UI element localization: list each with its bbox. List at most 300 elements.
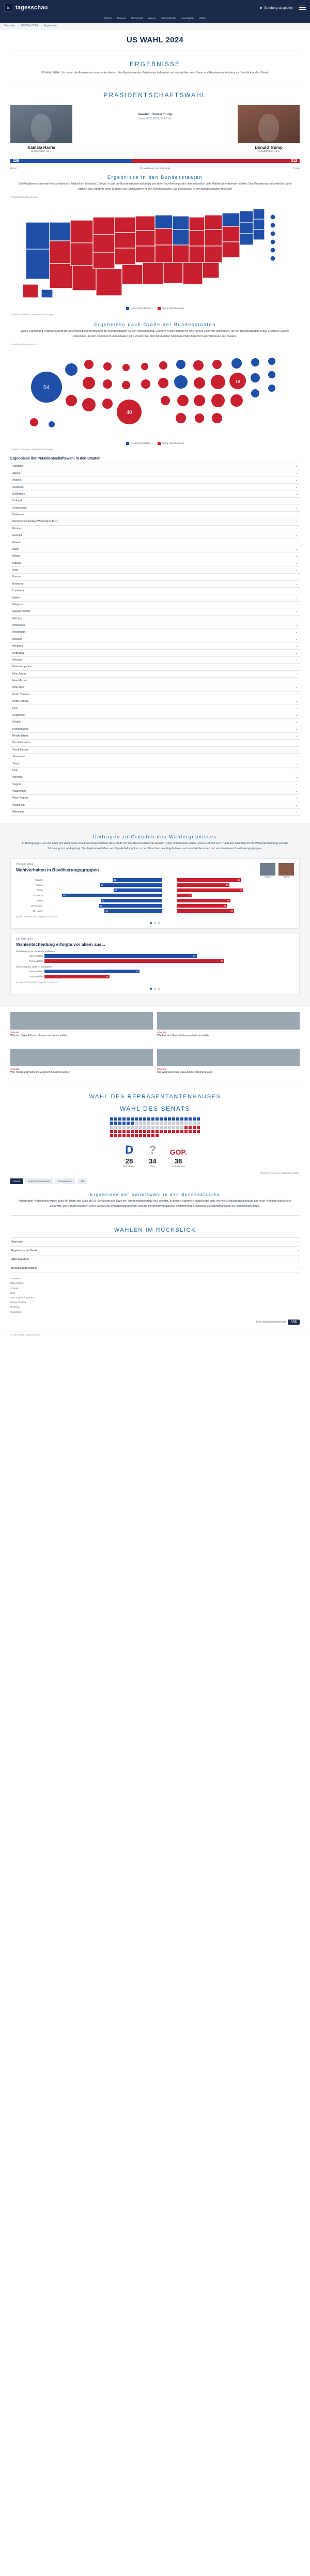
state-accordion-row[interactable] [10, 754, 300, 760]
state-accordion-row[interactable] [10, 498, 300, 504]
state-name: Delaware [12, 513, 24, 517]
motivation-bars-1 [16, 954, 294, 963]
seat-dot-open [114, 1126, 117, 1129]
legend-threshold: 270 Wahlleute zum Sieg nötig [139, 167, 171, 170]
state-name: Rhode Island [12, 734, 28, 738]
footer-link[interactable]: Datenschutz [10, 1282, 24, 1285]
seat-dot-open [143, 1122, 146, 1125]
overview-item-label: Startseite [11, 1240, 23, 1244]
seat-dot-open [131, 1126, 134, 1129]
headshot-label: Harris [265, 876, 271, 879]
seat-dot-open [151, 1126, 154, 1129]
poll-bar-harris [62, 894, 162, 897]
state-accordion-row[interactable] [10, 795, 300, 802]
bubble-heading: Ergebnisse nach Größe der Bundesstaaten [94, 322, 216, 328]
teaser-card[interactable] [157, 1049, 300, 1075]
carousel-dot-1[interactable] [150, 922, 152, 924]
state-accordion-row[interactable] [10, 470, 300, 477]
state-accordion-row[interactable] [10, 463, 300, 470]
state-name: Ohio [12, 707, 18, 710]
state-accordion-row[interactable] [10, 692, 300, 698]
footer-link[interactable]: Mediathek [10, 1310, 22, 1313]
svg-text:54: 54 [43, 385, 50, 391]
poll-value-harris: 41 [115, 889, 118, 892]
carousel-dot-1[interactable] [150, 988, 152, 990]
carousel-dot-3[interactable] [158, 988, 160, 990]
chevron-down-icon: ⌄ [295, 790, 298, 793]
state-name: District of Columbia (Washington D.C.) [12, 520, 58, 524]
divider [11, 1215, 299, 1216]
seat-dot-open [127, 1126, 130, 1129]
state-name: Maine [12, 596, 20, 600]
hamburger-menu-icon[interactable] [299, 6, 306, 10]
us-map-svg [0, 202, 310, 305]
chevron-down-icon: ⌄ [295, 582, 298, 586]
breadcrumb-sep-1: › [40, 24, 41, 27]
chevron-down-icon: ⌄ [295, 700, 298, 703]
chevron-down-icon: ⌄ [295, 631, 298, 634]
overview-item-label: ARD-Ergebnis [11, 1258, 29, 1262]
chevron-down-icon: ⌄ [295, 575, 298, 579]
seat-dot-democrat [164, 1117, 167, 1121]
poll-bar-trump [177, 904, 227, 908]
poll-card-groups [10, 858, 300, 929]
nav-item-5[interactable]: Investigativ [181, 17, 194, 20]
seat-dot-republican [110, 1134, 113, 1137]
state-name: Tennessee [12, 755, 26, 759]
seat-dot-republican [156, 1130, 159, 1133]
poll-group-row [16, 909, 294, 913]
state-name: South Dakota [12, 748, 29, 752]
polls-heading: Umfragen zu Gründen des Wahlergebnisses [93, 834, 217, 840]
state-accordion-row[interactable] [10, 712, 300, 719]
state-accordion-row[interactable] [10, 567, 300, 574]
chevron-down-icon: ⌄ [295, 810, 298, 814]
state-name: Texas [12, 762, 20, 765]
poll-value-trump: 46 [227, 899, 230, 902]
legend-rep-entry: Trump (Republikaner) [158, 442, 184, 445]
seat-dot-democrat [131, 1122, 134, 1125]
carousel-dots[interactable] [16, 919, 294, 924]
legend-dem-entry: Harris (Demokraten) [126, 307, 151, 310]
seat-dot-open [156, 1122, 159, 1125]
state-results-text: Die Präsidentschaftswahl entscheidet sich letztlich im Electoral College. In das die Bundesstaaten abhängig von ihrer Bevölkerungszahl unterschiedlich viele Wahlleute entsenden dürfen. Das Präsidentschaftswahl ist damit letztlich das Ergebnis einer Summe von Einzelwahlen in den Bundesstaaten. Die Ergebnisse in den Bundesstaaten im Detail: [18, 182, 292, 191]
senate-open [149, 1144, 156, 1168]
seat-dot-democrat [114, 1117, 117, 1121]
seat-dot-democrat [197, 1117, 200, 1121]
chevron-down-icon: ⌄ [295, 492, 298, 496]
candidate-party: Republikaner, 78 J. [257, 150, 280, 154]
state-accordion-row[interactable] [10, 643, 300, 650]
senate-heading: WAHL DES SENATS [119, 1105, 191, 1113]
breadcrumb-item-1[interactable]: US-Wahl 2024 [21, 24, 38, 27]
seat-dot-republican [189, 1126, 192, 1129]
seat-dot-democrat [131, 1117, 134, 1121]
chevron-down-icon: ⌄ [295, 471, 298, 475]
state-accordion-row[interactable] [10, 781, 300, 788]
state-accordion-row[interactable] [10, 657, 300, 664]
seat-dot-open [110, 1126, 113, 1129]
state-name: West Virginia [12, 796, 28, 800]
poll-bar-harris [114, 888, 162, 892]
harris-portrait-small [260, 863, 275, 879]
results-heading: ERGEBNISSE [129, 60, 181, 68]
state-accordion-row[interactable] [10, 518, 300, 525]
state-accordion-row[interactable] [10, 491, 300, 498]
state-accordion-row[interactable] [10, 768, 300, 774]
seat-dot-republican [139, 1134, 142, 1137]
breadcrumb-item-2: Ergebnisse [43, 24, 57, 27]
state-accordion-row[interactable] [10, 512, 300, 518]
seat-dot-democrat [118, 1122, 121, 1125]
breadcrumb-item-0[interactable]: Startseite [4, 24, 16, 27]
seat-dot-open [164, 1126, 167, 1129]
seat-dot-open [151, 1122, 154, 1125]
seat-dot-republican [193, 1130, 196, 1133]
poll-bar-harris [101, 899, 162, 902]
poll-group-row [16, 888, 294, 892]
state-accordion-row[interactable] [10, 532, 300, 539]
overview-list-item[interactable] [10, 1255, 300, 1264]
poll-value-trump: 13 [188, 894, 191, 897]
motivation-row [16, 970, 294, 973]
map-legend [0, 305, 310, 312]
polls-text: In Befragungen vor und nach der Wahl haben US-Forschungsinstitute die Gründe für das Abschneiden von Donald Trump und Kamala Harris untersucht und auch nach den Gründen für die Wahlentscheidung und die Stimmung im Land gefragt. Die Ergebnisse liefern wichtige Anhaltspunkte zu den Ursachen des Ergebnisses und zum Wähler·innen der verschiedenen Bevölkerungsgruppen. [22, 842, 288, 850]
nav-item-6[interactable]: Video [199, 17, 206, 20]
state-accordion-row[interactable] [10, 622, 300, 629]
harris-portrait [10, 105, 72, 143]
seat-dot-democrat [160, 1117, 163, 1121]
seat-dot-republican [172, 1130, 175, 1133]
state-accordion-row[interactable] [10, 560, 300, 567]
motivation-bars-2 [16, 970, 294, 978]
tagesschau-logo[interactable]: ts [4, 4, 12, 12]
state-accordion-row[interactable] [10, 650, 300, 656]
poll-value-harris: 53 [100, 884, 103, 887]
chevron-down-icon: ⌄ [295, 624, 298, 627]
senate-states-heading: Ergebnisse der Senatswahl in den Bundesstaaten [90, 1192, 220, 1198]
card-source: Quelle: AP VoteCast, Angaben in Prozent [16, 981, 58, 984]
state-name: New Jersey [12, 672, 27, 676]
card-headshots [260, 863, 294, 878]
seat-dot-republican [151, 1134, 154, 1137]
chevron-right-icon: › [298, 1267, 299, 1270]
state-name: Iowa [12, 569, 18, 572]
seat-dot-open [180, 1122, 183, 1125]
state-accordion-row[interactable] [10, 526, 300, 532]
state-name: Montana [12, 645, 23, 648]
seat-dot-open [160, 1126, 163, 1129]
nav-item-2[interactable]: Wirtschaft [131, 17, 143, 20]
chevron-down-icon: ⌄ [295, 555, 298, 558]
legend-rep-entry: Trump (Republikaner) [158, 307, 184, 310]
top-navigation-bar [0, 0, 310, 16]
results-intro-text: US-Wahl 2024 - So haben die Amerikaner·innen entschieden: alle Ergebnisse der Präsidentschaftswahl und der Wahlen zum Senat und Repräsentantenhaus im Überblick und im Detail. [41, 71, 269, 74]
state-accordion-row[interactable] [10, 539, 300, 546]
state-accordion-row[interactable] [10, 788, 300, 795]
state-accordion-row[interactable] [10, 747, 300, 754]
state-accordion-row[interactable] [10, 760, 300, 767]
state-accordion-row[interactable] [10, 774, 300, 781]
tab-gouverneure[interactable]: Gouverneure [55, 1178, 75, 1184]
footer-link[interactable]: Kontakt [10, 1286, 19, 1290]
svg-text:40: 40 [126, 410, 132, 416]
chevron-down-icon: ⌄ [295, 748, 298, 752]
nav-item-0[interactable]: Inland [104, 17, 112, 20]
state-accordion-row[interactable] [10, 629, 300, 636]
seat-dot-democrat [110, 1122, 113, 1125]
electoral-map[interactable] [0, 202, 310, 305]
seat-dot-republican [156, 1134, 159, 1137]
state-accordion-row[interactable] [10, 484, 300, 490]
poll-group-row [16, 894, 294, 897]
seat-dot-republican [168, 1130, 171, 1133]
seat-dot-democrat [147, 1117, 150, 1121]
seat-dot-open [135, 1122, 138, 1125]
state-name: South Carolina [12, 741, 30, 745]
seat-dot-republican [122, 1134, 126, 1137]
state-accordion-row[interactable] [10, 809, 300, 816]
poll-group-label: Frauen [36, 884, 43, 887]
state-accordion-row[interactable] [10, 588, 300, 594]
seat-dot-open [193, 1122, 196, 1125]
senate-seat-summary [0, 1141, 310, 1171]
state-accordion-row[interactable] [10, 802, 300, 809]
state-accordion-row[interactable] [10, 636, 300, 643]
carousel-dots[interactable] [16, 985, 294, 990]
tab-senat[interactable]: Senat [10, 1178, 23, 1184]
overview-list-item[interactable] [10, 1238, 300, 1247]
carousel-dot-2[interactable] [154, 922, 156, 924]
legend-rep: Trump [293, 167, 300, 170]
state-accordion-row[interactable] [10, 574, 300, 580]
group-bars [16, 878, 294, 913]
footer-link[interactable]: Impressum [10, 1277, 22, 1280]
electoral-bar-dem: 226 [10, 159, 132, 163]
state-accordion-row[interactable] [10, 602, 300, 608]
seat-dot-democrat [176, 1117, 179, 1121]
seat-dot-open [135, 1126, 138, 1129]
seat-dot-republican [143, 1134, 146, 1137]
seat-dot-democrat [180, 1117, 183, 1121]
seat-dot-open [176, 1126, 179, 1129]
state-name: Vermont [12, 776, 23, 779]
poll-bar-trump [177, 899, 231, 902]
teaser-card[interactable] [157, 1012, 300, 1038]
state-accordion-row[interactable] [10, 546, 300, 553]
teaser-card[interactable] [10, 1049, 153, 1075]
state-accordion-row[interactable] [10, 671, 300, 678]
motivation-row [16, 959, 294, 963]
state-accordion-row[interactable] [10, 698, 300, 705]
motivation-label: Trump-Wähler [28, 975, 43, 978]
play-icon: ▶ [260, 6, 263, 10]
state-accordion-row[interactable] [10, 581, 300, 588]
chevron-down-icon: ⌄ [295, 679, 298, 683]
teaser-tag: Infografik [10, 1031, 20, 1034]
carousel-dot-2[interactable] [154, 988, 156, 990]
state-name: Kentucky [12, 582, 24, 586]
seat-distribution-grid [0, 1113, 310, 1141]
state-accordion-row[interactable] [10, 719, 300, 726]
headshot-label: Trump [283, 876, 289, 879]
chevron-down-icon: ⌄ [295, 534, 298, 538]
chevron-down-icon: ⌄ [295, 776, 298, 779]
state-accordion-row[interactable] [10, 616, 300, 622]
block1-label: Überzeugung von meinem Kandidaten [16, 950, 55, 953]
motivation-value: 72 [220, 960, 223, 963]
nav-item-4[interactable]: Faktenfinder [161, 17, 176, 20]
poll-card-motivation [10, 933, 300, 994]
poll-group-label: Latinos [36, 899, 43, 902]
teaser-title: Wie die USA auf Trump blicken und wie ihr wählte [10, 1034, 68, 1038]
seat-dot-republican [127, 1134, 130, 1137]
chevron-down-icon: ⌄ [295, 651, 298, 655]
overview-list-item[interactable] [10, 1264, 300, 1273]
seat-dot-open [156, 1126, 159, 1129]
state-accordion-row[interactable] [10, 684, 300, 691]
nav-item-1[interactable]: Ausland [116, 17, 126, 20]
nav-item-3[interactable]: Wissen [148, 17, 157, 20]
state-accordion-row[interactable] [10, 740, 300, 746]
candidate-name: Donald Trump [255, 145, 283, 150]
footer-link[interactable]: Hilfe [10, 1291, 16, 1294]
seat-dot-republican [110, 1130, 113, 1133]
state-name: Michigan [12, 617, 23, 620]
seat-dot-open [176, 1122, 179, 1125]
winner-info [116, 105, 194, 120]
electoral-vote-bar [0, 153, 310, 166]
state-accordion-row[interactable] [10, 553, 300, 560]
state-name: New Mexico [12, 679, 27, 683]
footer-link[interactable]: Nutzungsbedingungen [10, 1296, 34, 1299]
ard-label: Eine Nachrichtenseite der [256, 1320, 286, 1324]
chevron-down-icon: ⌄ [295, 720, 298, 724]
state-name: Kalifornien [12, 492, 25, 496]
seat-dot-open [147, 1122, 150, 1125]
footer-link[interactable]: Werbung [10, 1306, 20, 1309]
chevron-down-icon: ⌄ [295, 610, 298, 614]
seat-dot-republican [118, 1134, 121, 1137]
state-name: Alaska [12, 471, 21, 475]
seat-dot-republican [114, 1134, 117, 1137]
brand-name[interactable]: tagesschau [16, 5, 48, 11]
state-name: North Dakota [12, 700, 28, 703]
tab-repraesentantenhaus[interactable]: Repräsentantenhaus [25, 1178, 53, 1184]
state-name: Indiana [12, 561, 22, 565]
ard-logo[interactable]: ARD [288, 1320, 300, 1325]
seat-dot-republican [197, 1130, 200, 1133]
breadcrumb [0, 23, 310, 29]
candidate-harris [10, 105, 72, 153]
state-accordion-row[interactable] [10, 608, 300, 615]
chevron-right-icon: › [298, 1240, 299, 1244]
seat-dot-republican [180, 1130, 183, 1133]
state-accordion-row[interactable] [10, 594, 300, 601]
poll-value-harris: 85 [63, 894, 66, 897]
seat-dot-democrat [139, 1117, 142, 1121]
card-title: Wahlverhalten in Bevölkerungsgruppen [16, 867, 99, 873]
poll-value-trump: 55 [237, 879, 240, 882]
chevron-down-icon: ⌄ [295, 485, 298, 489]
seat-dot-open [139, 1122, 142, 1125]
bubble-map[interactable] [0, 347, 310, 440]
block2-label: Ablehnung des anderen Kandidaten [16, 965, 53, 969]
state-accordion-row[interactable] [10, 505, 300, 512]
teaser-image-2 [157, 1012, 300, 1030]
motivation-value: 38 [135, 970, 138, 973]
state-accordion-row[interactable] [10, 664, 300, 670]
state-name: New Hampshire [12, 665, 32, 669]
seat-dot-democrat [193, 1117, 196, 1121]
seat-dot-democrat [151, 1117, 154, 1121]
state-accordion-row[interactable] [10, 477, 300, 484]
state-name: Idaho [12, 547, 19, 551]
seat-dot-republican [189, 1130, 192, 1133]
timestamp: Stand: 06.11.2024, 14:25 Uhr [138, 117, 172, 121]
poll-bar-harris [100, 883, 162, 887]
play-broadcast-button[interactable] [260, 6, 293, 10]
breadcrumb-sep-0: › [18, 24, 19, 27]
chevron-down-icon: ⌄ [295, 479, 298, 482]
seat-dot-republican [147, 1134, 150, 1137]
tab-alle[interactable]: Alle [78, 1178, 88, 1184]
seat-dot-open [147, 1126, 150, 1129]
state-accordion-row[interactable] [10, 726, 300, 733]
seat-label: Republikaner [172, 1165, 185, 1168]
map-label: Präsidentschaftswahl 2024 [11, 196, 39, 199]
state-name: Oklahoma [12, 713, 25, 717]
teaser-card[interactable] [10, 1012, 153, 1038]
chevron-down-icon: ⌄ [295, 513, 298, 517]
state-accordion-row[interactable] [10, 705, 300, 712]
motivation-value: 26 [105, 975, 109, 978]
motivation-bar [44, 975, 110, 978]
chevron-down-icon: ⌄ [295, 506, 298, 510]
seat-dot-open [189, 1122, 192, 1125]
chevron-down-icon: ⌄ [295, 693, 298, 696]
carousel-dot-3[interactable] [158, 922, 160, 924]
seat-dot-republican [131, 1134, 134, 1137]
state-name: Nevada [12, 658, 22, 662]
state-accordion-row[interactable] [10, 733, 300, 740]
candidate-comparison [0, 102, 310, 153]
state-name: Missouri [12, 637, 23, 641]
footer-links [10, 1276, 300, 1314]
poll-bar-trump [177, 909, 234, 913]
seat-dot-republican [118, 1130, 121, 1133]
state-name: Minnesota [12, 624, 25, 627]
footer-link[interactable]: Barrierefreiheit [10, 1301, 26, 1304]
seat-dot-open [172, 1122, 175, 1125]
chevron-down-icon: ⌄ [295, 645, 298, 648]
seat-dot-republican [135, 1134, 138, 1137]
senate-dem [123, 1144, 135, 1168]
poll-bar-trump [177, 878, 241, 882]
poll-group-row [16, 883, 294, 887]
teaser-row-2 [0, 1044, 310, 1080]
teaser-image-3 [10, 1049, 153, 1066]
gop-logo-icon: GOP. [169, 1148, 187, 1157]
winner-label: Gewählt: Donald Trump [137, 113, 173, 117]
candidate-name: Kamala Harris [27, 145, 55, 150]
poll-value-harris: 49 [105, 910, 108, 913]
seat-dot-democrat [127, 1117, 130, 1121]
bubble-text: Diese Darstellung veranschaulicht die unterschiedliche Bedeutung der Bundesstaaten für den Wahlausgang. Größere Kreise stehen für eine höhere Zahl von Wahlleuten, die der Bundesstaaten in das Electoral College entsenden. In dem einzelnen Bundesstaaten gilt zumeist: Wer dort die meisten Stimmen erhält, bekommt alle Wahlleute des Staates. [21, 330, 289, 338]
question-mark-icon: ? [149, 1143, 157, 1157]
overview-list-item[interactable] [10, 1247, 300, 1255]
state-accordion-row[interactable] [10, 678, 300, 684]
